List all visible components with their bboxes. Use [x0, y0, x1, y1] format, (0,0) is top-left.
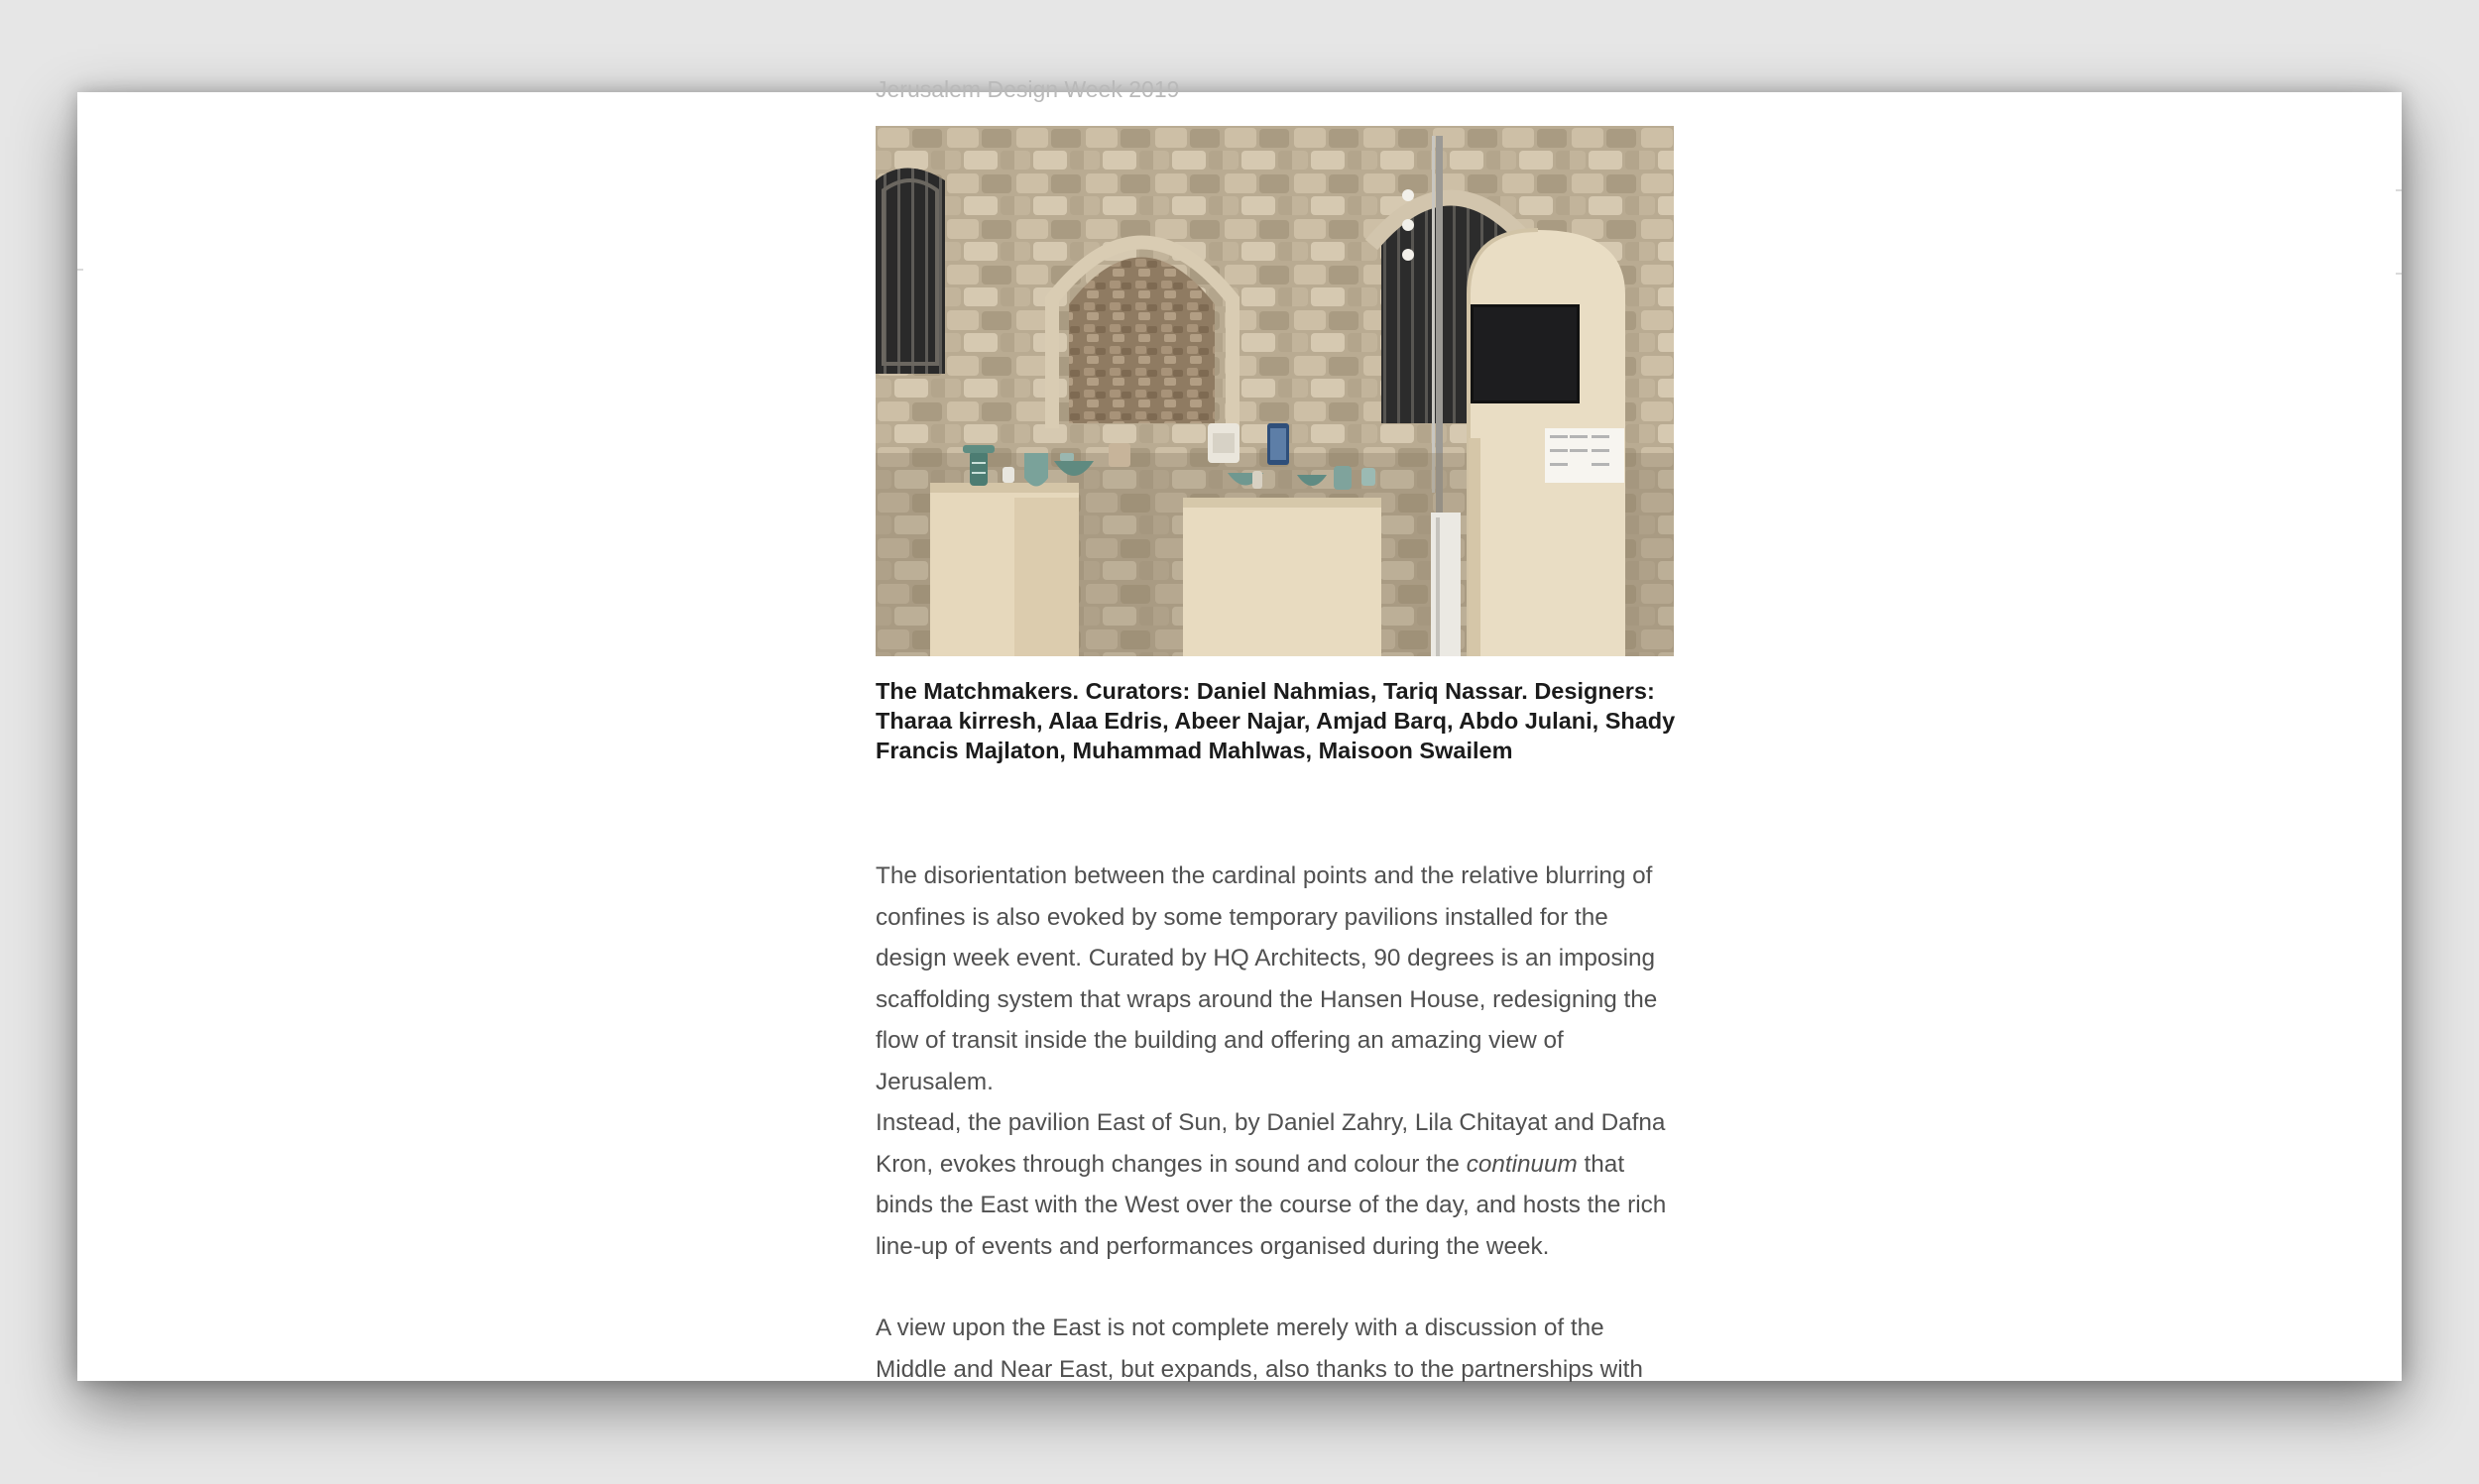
previous-caption-fragment: Jerusalem Design Week 2019 — [876, 76, 1180, 102]
paragraph-1-text: The disorientation between the cardinal points and the relative blurring of confines is also evoked by some temporary pavilions installed for the design week event. Curated by HQ Architects, 90 degrees is an imposing scaffolding system that wraps around the Hansen House, redesigning the flow of transit inside the building and offering an amazing view of Jerusalem. — [876, 862, 1658, 1095]
browser-window — [77, 76, 2402, 1383]
article-paragraph-1 — [876, 856, 1681, 1267]
article-paragraph-3: A view upon the East is not complete merely with a discussion of the Middle and Near East, but expands, also thanks to the partnerships with — [876, 1314, 1643, 1383]
exhibition-photo — [876, 126, 1674, 656]
edge-marker — [77, 269, 83, 271]
exhibition-photo-graphic — [876, 126, 1674, 656]
paragraph-2-text-end: that binds the East with the West over the course of the day, and hosts the rich line-up of events and performances organised during the week. — [876, 1150, 1667, 1260]
edge-marker — [2396, 189, 2402, 191]
paragraph-2-italic-word: continuum — [1466, 1150, 1578, 1178]
paragraph-2-text-start: Instead, the pavilion East of Sun, by Daniel Zahry, Lila Chitayat and Dafna Kron, evokes through changes in sound and colour the — [876, 1109, 1666, 1178]
photo-caption: The Matchmakers. Curators: Daniel Nahmias, Tariq Nassar. Designers: Tharaa kirresh, Alaa Edris, Abeer Najar, Amjad Barq, Abdo Julani, Shady Francis Majlaton, Muhammad Mahlwas, Maisoon Swailem — [876, 678, 1676, 763]
edge-marker — [2396, 273, 2402, 275]
